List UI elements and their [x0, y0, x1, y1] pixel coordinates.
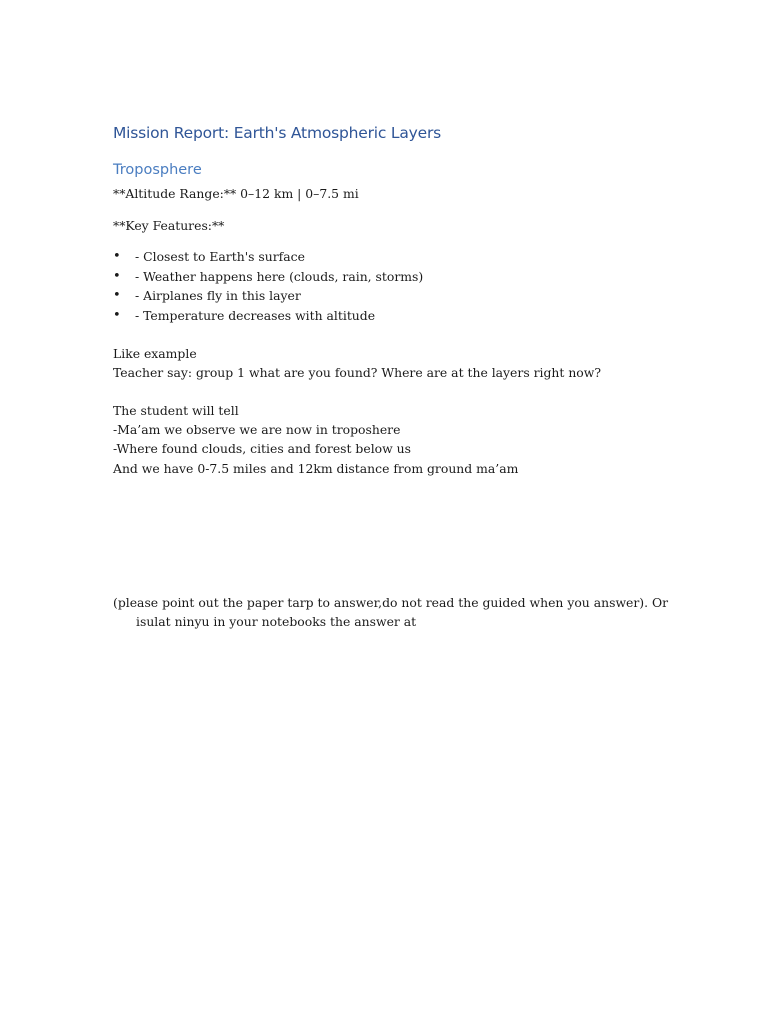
student-line: -Ma’am we observe we are now in troposhere [113, 422, 401, 437]
list-item [113, 249, 423, 269]
example-intro: Like example [113, 346, 197, 361]
bullet-text: - Weather happens here (clouds, rain, storms) [135, 268, 424, 284]
bullet-icon: • [113, 307, 121, 323]
bullet-icon: • [113, 288, 121, 303]
instruction-line: (please point out the paper tarp to answer,do not read the guided when you answer). Or [113, 595, 669, 610]
section-heading: Troposphere [113, 162, 202, 178]
student-line: -Where found clouds, cities and forest below us [113, 441, 411, 456]
list-item [113, 288, 423, 308]
bullet-text: - Airplanes fly in this layer [135, 288, 301, 303]
bullet-icon: • [113, 268, 121, 284]
student-line: And we have 0-7.5 miles and 12km distance from ground ma’am [113, 461, 519, 476]
altitude-range: **Altitude Range:** 0–12 km | 0–7.5 mi [113, 186, 359, 201]
instruction-line-continued: isulat ninyu in your notebooks the answer at [136, 614, 417, 629]
document-title: Mission Report: Earth's Atmospheric Layers [113, 124, 442, 142]
list-item [113, 269, 423, 289]
bullet-text: - Temperature decreases with altitude [135, 307, 376, 323]
teacher-line: Teacher say: group 1 what are you found? Where are at the layers right now? [113, 365, 602, 380]
key-features-list [113, 249, 423, 327]
bullet-text: - Closest to Earth's surface [135, 249, 305, 264]
bullet-icon: • [113, 249, 121, 264]
list-item [113, 308, 423, 328]
key-features-label: **Key Features:** [113, 218, 225, 233]
student-intro: The student will tell [113, 403, 239, 418]
